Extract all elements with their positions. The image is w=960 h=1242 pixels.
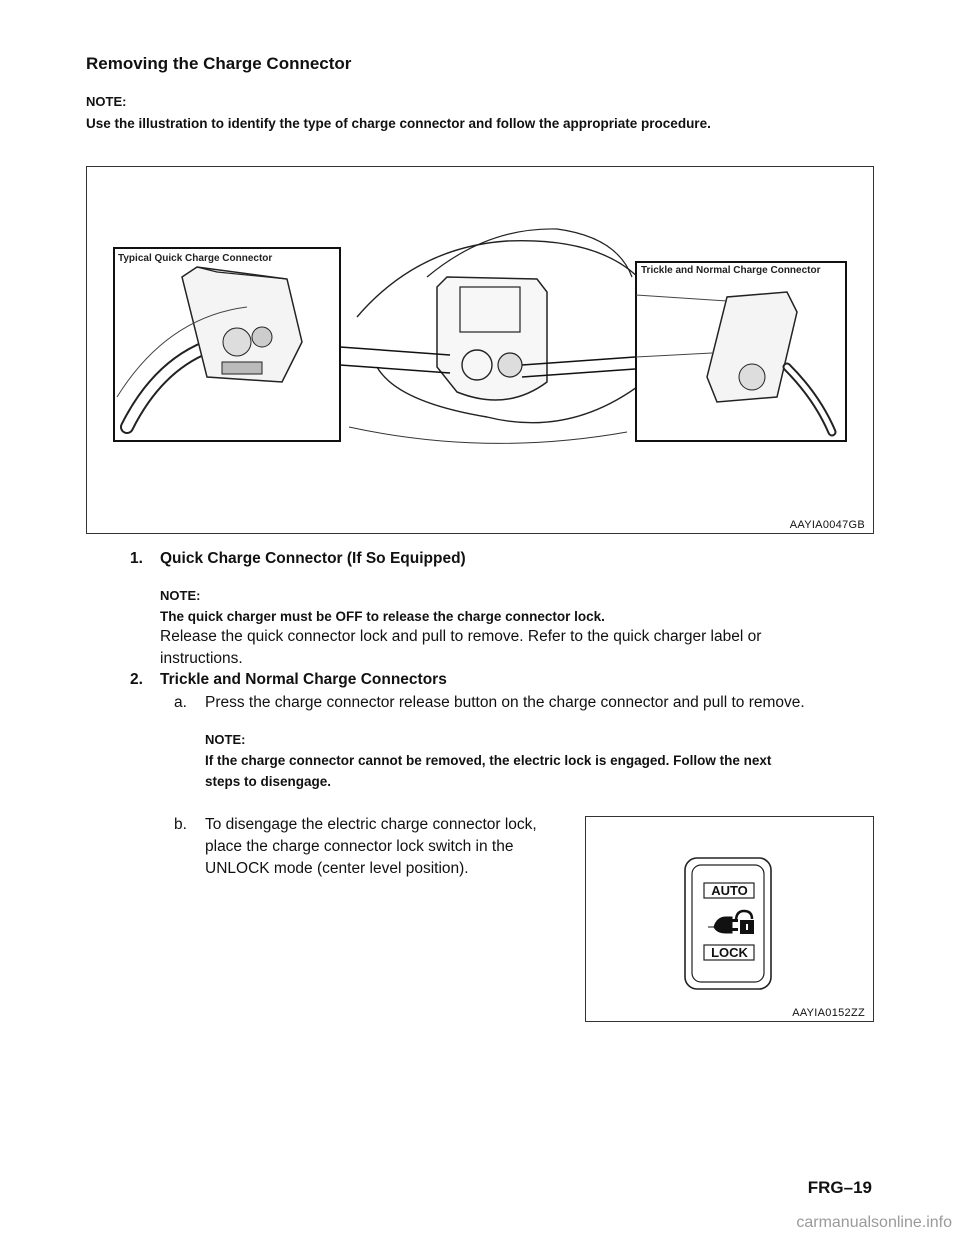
charge-port-figure (86, 166, 874, 534)
figure-code: AAYIA0047GB (789, 519, 865, 531)
step-2b-marker: b. (174, 816, 187, 833)
quick-charge-connector-label: Typical Quick Charge Connector (118, 253, 273, 264)
step-2a-marker: a. (174, 694, 187, 711)
step-2-number: 2. (130, 671, 143, 688)
note-text: Use the illustration to identify the type of charge connector and follow the appropriate procedure. (86, 116, 711, 131)
trickle-normal-connector-label: Trickle and Normal Charge Connector (641, 265, 821, 276)
step-2-note-line-2: steps to disengage. (205, 774, 332, 789)
lock-label: LOCK (711, 945, 748, 960)
step-2a-text: Press the charge connector release button on the charge connector and pull to remove. (205, 694, 805, 711)
step-2b-line-2: place the charge connector lock switch in the (205, 838, 514, 855)
charge-port-illustration (87, 167, 873, 533)
step-2-note-line-1: If the charge connector cannot be removed, the electric lock is engaged. Follow the next (205, 753, 772, 768)
step-1-note-text: The quick charger must be OFF to release the charge connector lock. (160, 609, 605, 624)
figure-code: AAYIA0152ZZ (792, 1007, 865, 1019)
step-1-title: Quick Charge Connector (If So Equipped) (160, 550, 466, 567)
step-2-title: Trickle and Normal Charge Connectors (160, 671, 447, 688)
page-code: FRG–19 (807, 1178, 872, 1197)
auto-label: AUTO (711, 883, 748, 898)
section-title: Removing the Charge Connector (86, 54, 352, 73)
lock-switch-figure (585, 816, 874, 1022)
watermark: carmanualsonline.info (796, 1214, 952, 1231)
step-1-body-line-1: Release the quick connector lock and pull to remove. Refer to the quick charger label or (160, 628, 762, 645)
step-1-number: 1. (130, 550, 143, 567)
step-2b-line-3: UNLOCK mode (center level position). (205, 860, 469, 877)
lock-switch-illustration (586, 817, 873, 1021)
note-label: NOTE: (86, 94, 127, 109)
step-1-note-label: NOTE: (160, 588, 201, 603)
step-1-body-line-2: instructions. (160, 650, 243, 667)
step-2-note-label: NOTE: (205, 732, 246, 747)
step-2b-line-1: To disengage the electric charge connector lock, (205, 816, 537, 833)
